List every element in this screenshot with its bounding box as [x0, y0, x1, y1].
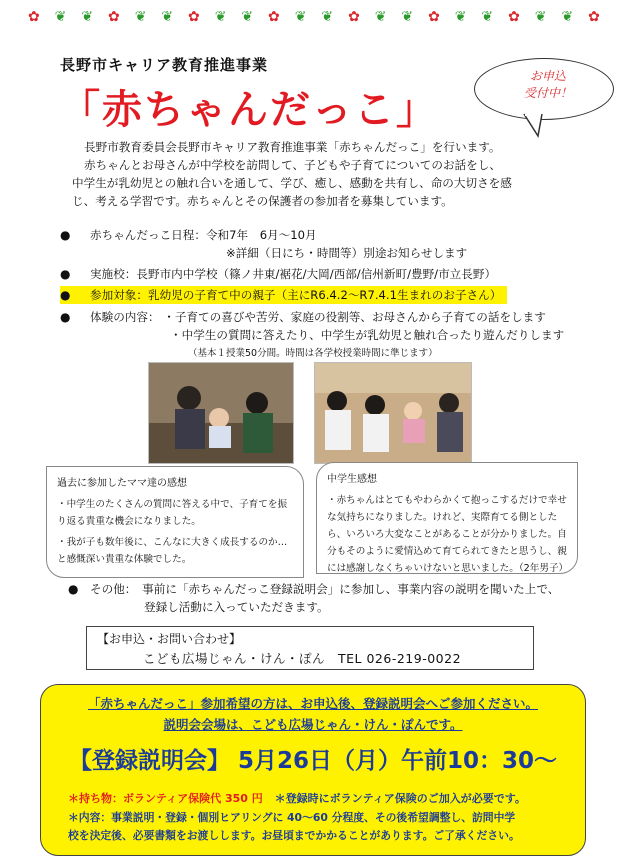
content-line-2: ・中学生の質問に答えたり、中学生が乳幼児と触れ合ったり遊んだりします: [170, 328, 565, 342]
other-item: [68, 580, 559, 598]
flower-icon: ✿: [268, 9, 280, 25]
session-content-1: ＊内容：事業説明・登録・個別ヒアリングに 40～60 分程度、その後希望調整し、訪問中学: [68, 811, 516, 824]
bubble-text: [498, 68, 598, 102]
target-item: [60, 286, 507, 304]
schools-text: 実施校：長野市内中学校（篠ノ井東/裾花/大岡/西部/信州新町/豊野/市立長野）: [90, 267, 497, 281]
leaf-icon: ❦: [134, 9, 147, 25]
flower-icon: ✿: [108, 9, 120, 25]
content-note: （基本１授業50分間。時間は各学校授業時間に準じます）: [188, 348, 438, 359]
flower-icon: ✿: [348, 9, 360, 25]
student-voice-box: [316, 462, 578, 574]
content-item: [60, 308, 546, 326]
bullet-icon: ●: [68, 582, 79, 596]
contact-line: こども広場じゃん・けん・ぽん TEL 026-219-0022: [143, 651, 462, 666]
intro-line: 中学生が乳幼児との触れ合いを通して、学び、癒し、感動を共有し、命の大切さを感: [72, 176, 512, 190]
mama-voice-item: ・中学生のたくさんの質問に答える中で、子育てを振り返る貴重な機会になりました。: [57, 499, 288, 527]
flower-icon: ✿: [428, 9, 440, 25]
intro-paragraph: [72, 138, 562, 210]
leaf-icon: ❦: [321, 9, 334, 25]
flower-icon: ✿: [588, 9, 600, 25]
session-bring-note: ＊登録時にボランティア保険のご加入が必要です。: [274, 792, 526, 805]
contact-heading: 【お申込・お問い合わせ】: [97, 632, 242, 646]
contact-box: [86, 626, 534, 670]
bullet-icon: ●: [60, 228, 71, 242]
leaf-icon: ❦: [54, 9, 67, 25]
leaf-icon: ❦: [534, 9, 547, 25]
schedule-note: ※詳細（日にち・時間等）別途お知らせします: [226, 246, 468, 260]
leaf-icon: ❦: [241, 9, 254, 25]
session-bring: ＊持ち物：ボランティア保険代 350 円: [68, 792, 263, 805]
leaf-icon: ❦: [214, 9, 227, 25]
schools-item: [60, 265, 496, 283]
schedule-label: 赤ちゃんだっこ日程：令和7年 6月～10月: [90, 228, 317, 242]
photo-illustration: [149, 363, 293, 463]
student-voice-text: ・赤ちゃんはとてもやわらかくて抱っこするだけで幸せな気持ちになりました。けれど、実際育てる側としたら、いろいろ大変なことがあることが分かりました。自分もそのように愛情込めて育てられてきたと思うし、親には感謝しなくちゃいけないと思いました。（2年男子）: [327, 495, 569, 574]
intro-line: 長野市教育委員会長野市キャリア教育推進事業「赤ちゃんだっこ」を行います。: [84, 140, 501, 154]
decorative-border: [28, 4, 600, 30]
flower-icon: ✿: [28, 9, 40, 25]
leaf-icon: ❦: [401, 9, 414, 25]
other-line-1: その他： 事前に「赤ちゃんだっこ登録説明会」に参加し、事業内容の説明を聞いた上で、: [90, 582, 560, 596]
intro-line: 赤ちゃんとお母さんが中学校を訪問して、子どもや子育てについてのお話をし、: [84, 158, 501, 172]
session-line-1: 「赤ちゃんだっこ」参加希望の方は、お申込後、登録説明会へご参加ください。: [87, 696, 538, 711]
program-subtitle: 長野市キャリア教育推進事業: [60, 56, 269, 74]
bullet-icon: ●: [60, 310, 71, 324]
leaf-icon: ❦: [454, 9, 467, 25]
photo-illustration: [315, 363, 471, 463]
bubble-line-2: 受付中！: [523, 86, 572, 100]
leaf-icon: ❦: [374, 9, 387, 25]
session-line-2: 説明会会場は、こども広場じゃん・けん・ぽんです。: [163, 717, 463, 732]
target-text: 参加対象：乳幼児の子育て中の親子（主にR6.4.2～R7.4.1生まれのお子さん）: [90, 288, 502, 302]
session-bring-row: [68, 790, 526, 806]
mama-voice-item: ・我が子も数年後に、こんなに大きく成長するのか…と感慨深い貴重な体験でした。: [57, 537, 288, 565]
session-heading: 【登録説明会】 5月26日（月）午前10：30～: [68, 748, 558, 774]
mama-voice-title: 過去に参加したママ達の感想: [57, 478, 187, 489]
other-line-2: 登録し活動に入っていただきます。: [144, 600, 329, 614]
flower-icon: ✿: [508, 9, 520, 25]
flower-icon: ✿: [188, 9, 200, 25]
leaf-icon: ❦: [294, 9, 307, 25]
intro-line: じ、考える学習です。赤ちゃんとその保護者の参加者を募集しています。: [72, 194, 453, 208]
content-line-1: ・子育ての喜びや苦労、家庭の役割等、お母さんから子育ての話をします: [163, 310, 546, 324]
photo-mother-baby: [148, 362, 294, 464]
schedule-item: [60, 226, 317, 244]
leaf-icon: ❦: [161, 9, 174, 25]
page-title: 「赤ちゃんだっこ」: [60, 87, 438, 133]
bullet-icon: ●: [60, 288, 71, 302]
bullet-icon: ●: [60, 267, 71, 281]
leaf-icon: ❦: [81, 9, 94, 25]
content-label: 体験の内容：: [90, 310, 160, 324]
student-voice-title: 中学生感想: [327, 474, 377, 485]
leaf-icon: ❦: [481, 9, 494, 25]
session-content-2: 校を決定後、必要書類をお渡しします。お昼頃までかかることがあります。ご了承ください。: [68, 829, 520, 842]
photo-students-baby: [314, 362, 472, 464]
leaf-icon: ❦: [561, 9, 574, 25]
mama-voice-box: [46, 466, 304, 578]
bubble-tail: [520, 112, 550, 138]
bubble-line-1: お申込: [529, 69, 566, 83]
